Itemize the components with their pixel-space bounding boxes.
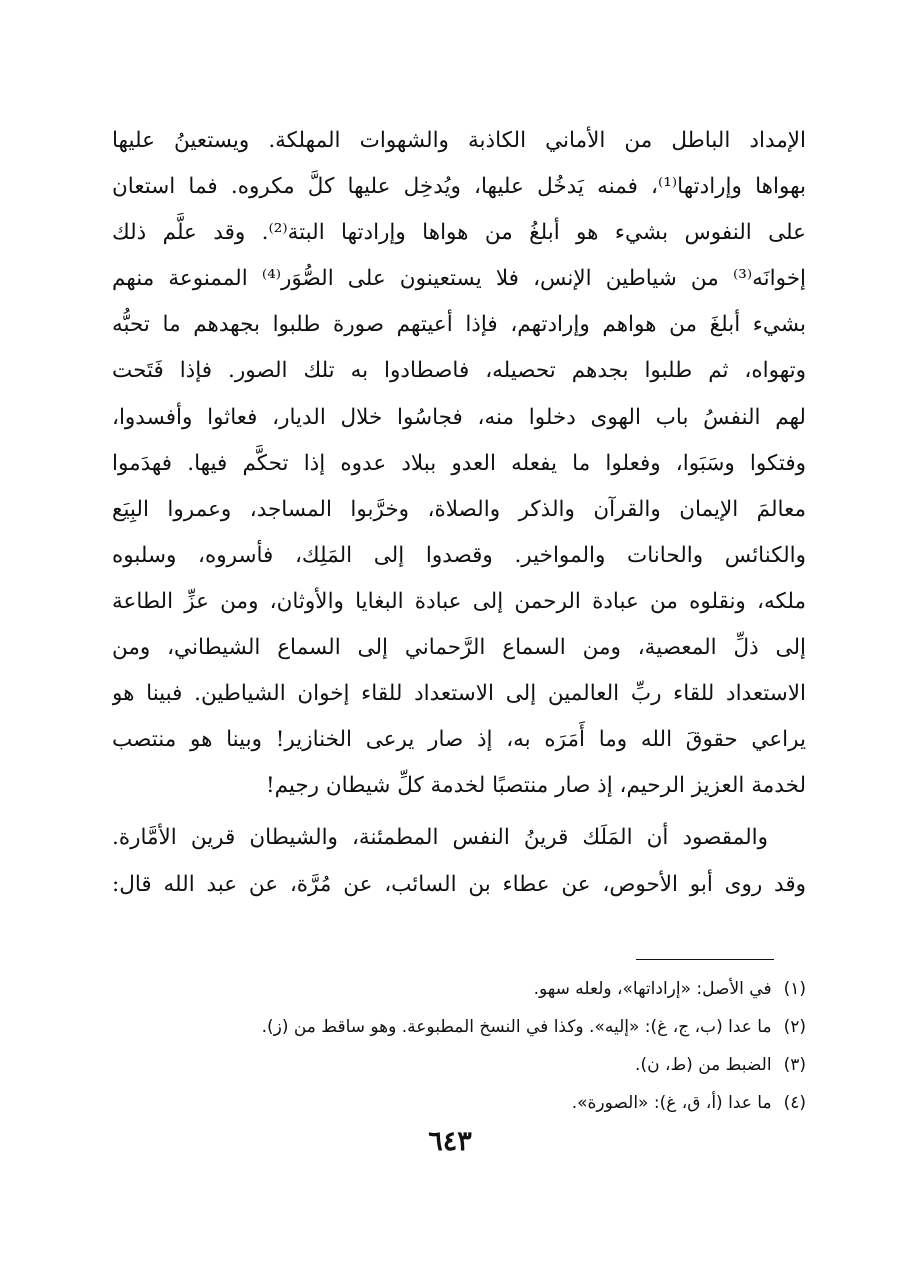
text-line: الاستعداد للقاء ربِّ العالمين إلى الاستعداد للقاء إخوان الشياطين. فبينا هو xyxy=(112,681,806,707)
text-line: ملكه، ونقلوه من عبادة الرحمن إلى عبادة البغايا والأوثان، ومن عزِّ الطاعة xyxy=(112,588,806,614)
footnote-text: في الأصل: «إراداتها»، ولعله سهو. xyxy=(533,979,772,999)
footnote-text: ما عدا (أ، ق، غ): «الصورة». xyxy=(571,1093,772,1113)
text-line: يراعي حقوقَ الله وما أَمَرَه به، إذ صار يرعى الخنازير! وبينا هو منتصب xyxy=(112,727,806,753)
footnote-number: (١) xyxy=(783,979,806,999)
footnotes xyxy=(112,970,806,1122)
text-line: إلى ذلِّ المعصية، ومن السماع الرَّحماني إلى السماع الشيطاني، ومن xyxy=(112,635,806,661)
text-line: بهواها وإرادتها⁽¹⁾، فمنه يَدخُل عليها، ويُدخِل عليها كلَّ مكروه. فما استعان xyxy=(112,174,806,200)
text-line: على النفوس بشيء هو أبلغُ من هواها وإرادتها البتة⁽²⁾. وقد علَّم ذلك xyxy=(112,220,806,246)
text-line: لخدمة العزيز الرحيم، إذ صار منتصبًا لخدمة كلِّ شيطان رجيم! xyxy=(265,773,806,799)
footnote-number: (٣) xyxy=(783,1055,806,1075)
footnote-number: (٤) xyxy=(783,1093,806,1113)
footnote xyxy=(112,1084,806,1122)
footnote xyxy=(112,970,806,1008)
text-line: معالمَ الإيمان والقرآن والذكر والصلاة، وخرَّبوا المساجد، وعمروا البِيَع xyxy=(112,496,806,522)
text-line: إخوانَه⁽³⁾ من شياطين الإنس، فلا يستعينون على الصُّوَر⁽⁴⁾ الممنوعة منهم xyxy=(112,266,806,292)
footnote-text: الضبط من (ط، ن). xyxy=(635,1055,772,1075)
text-line: لهم النفسُ باب الهوى دخلوا منه، فجاسُوا خلال الديار، فعاثوا وأفسدوا، xyxy=(112,404,806,430)
footnote xyxy=(112,1046,806,1084)
text-line: الإمداد الباطل من الأماني الكاذبة والشهوات المهلكة. ويستعينُ عليها xyxy=(112,128,806,153)
text-line: وفتكوا وسَبَوا، وفعلوا ما يفعله العدو ببلاد عدوه إذا تحكَّم فيها. فهدَموا xyxy=(112,450,806,476)
footnote-text: ما عدا (ب، ج، غ): «إليه». وكذا في النسخ المطبوعة. وهو ساقط من (ز). xyxy=(261,1017,772,1037)
page-number: ٦٤٣ xyxy=(428,1126,472,1157)
footnote-separator xyxy=(636,959,774,960)
footnote-number: (٢) xyxy=(783,1017,806,1037)
text-line: وتهواه، ثم طلبوا بجدهم تحصيله، فاصطادوا به تلك الصور. فإذا فَتَحت xyxy=(112,358,806,384)
footnote xyxy=(112,1008,806,1046)
text-line: والكنائس والحانات والمواخير. وقصدوا إلى المَلِك، فأسروه، وسلبوه xyxy=(112,542,806,568)
text-line: بشيء أبلغَ من هواهم وإرادتهم، فإذا أعيتهم صورة طلبوا بجهدهم ما تحبُّه xyxy=(112,312,806,338)
main-text xyxy=(112,118,806,908)
text-line: والمقصود أن المَلَك قرينُ النفس المطمئنة، والشيطان قرين الأمَّارة. xyxy=(112,825,768,851)
text-line: وقد روى أبو الأحوص، عن عطاء بن السائب، عن مُرَّة، عن عبد الله قال: xyxy=(112,871,806,897)
